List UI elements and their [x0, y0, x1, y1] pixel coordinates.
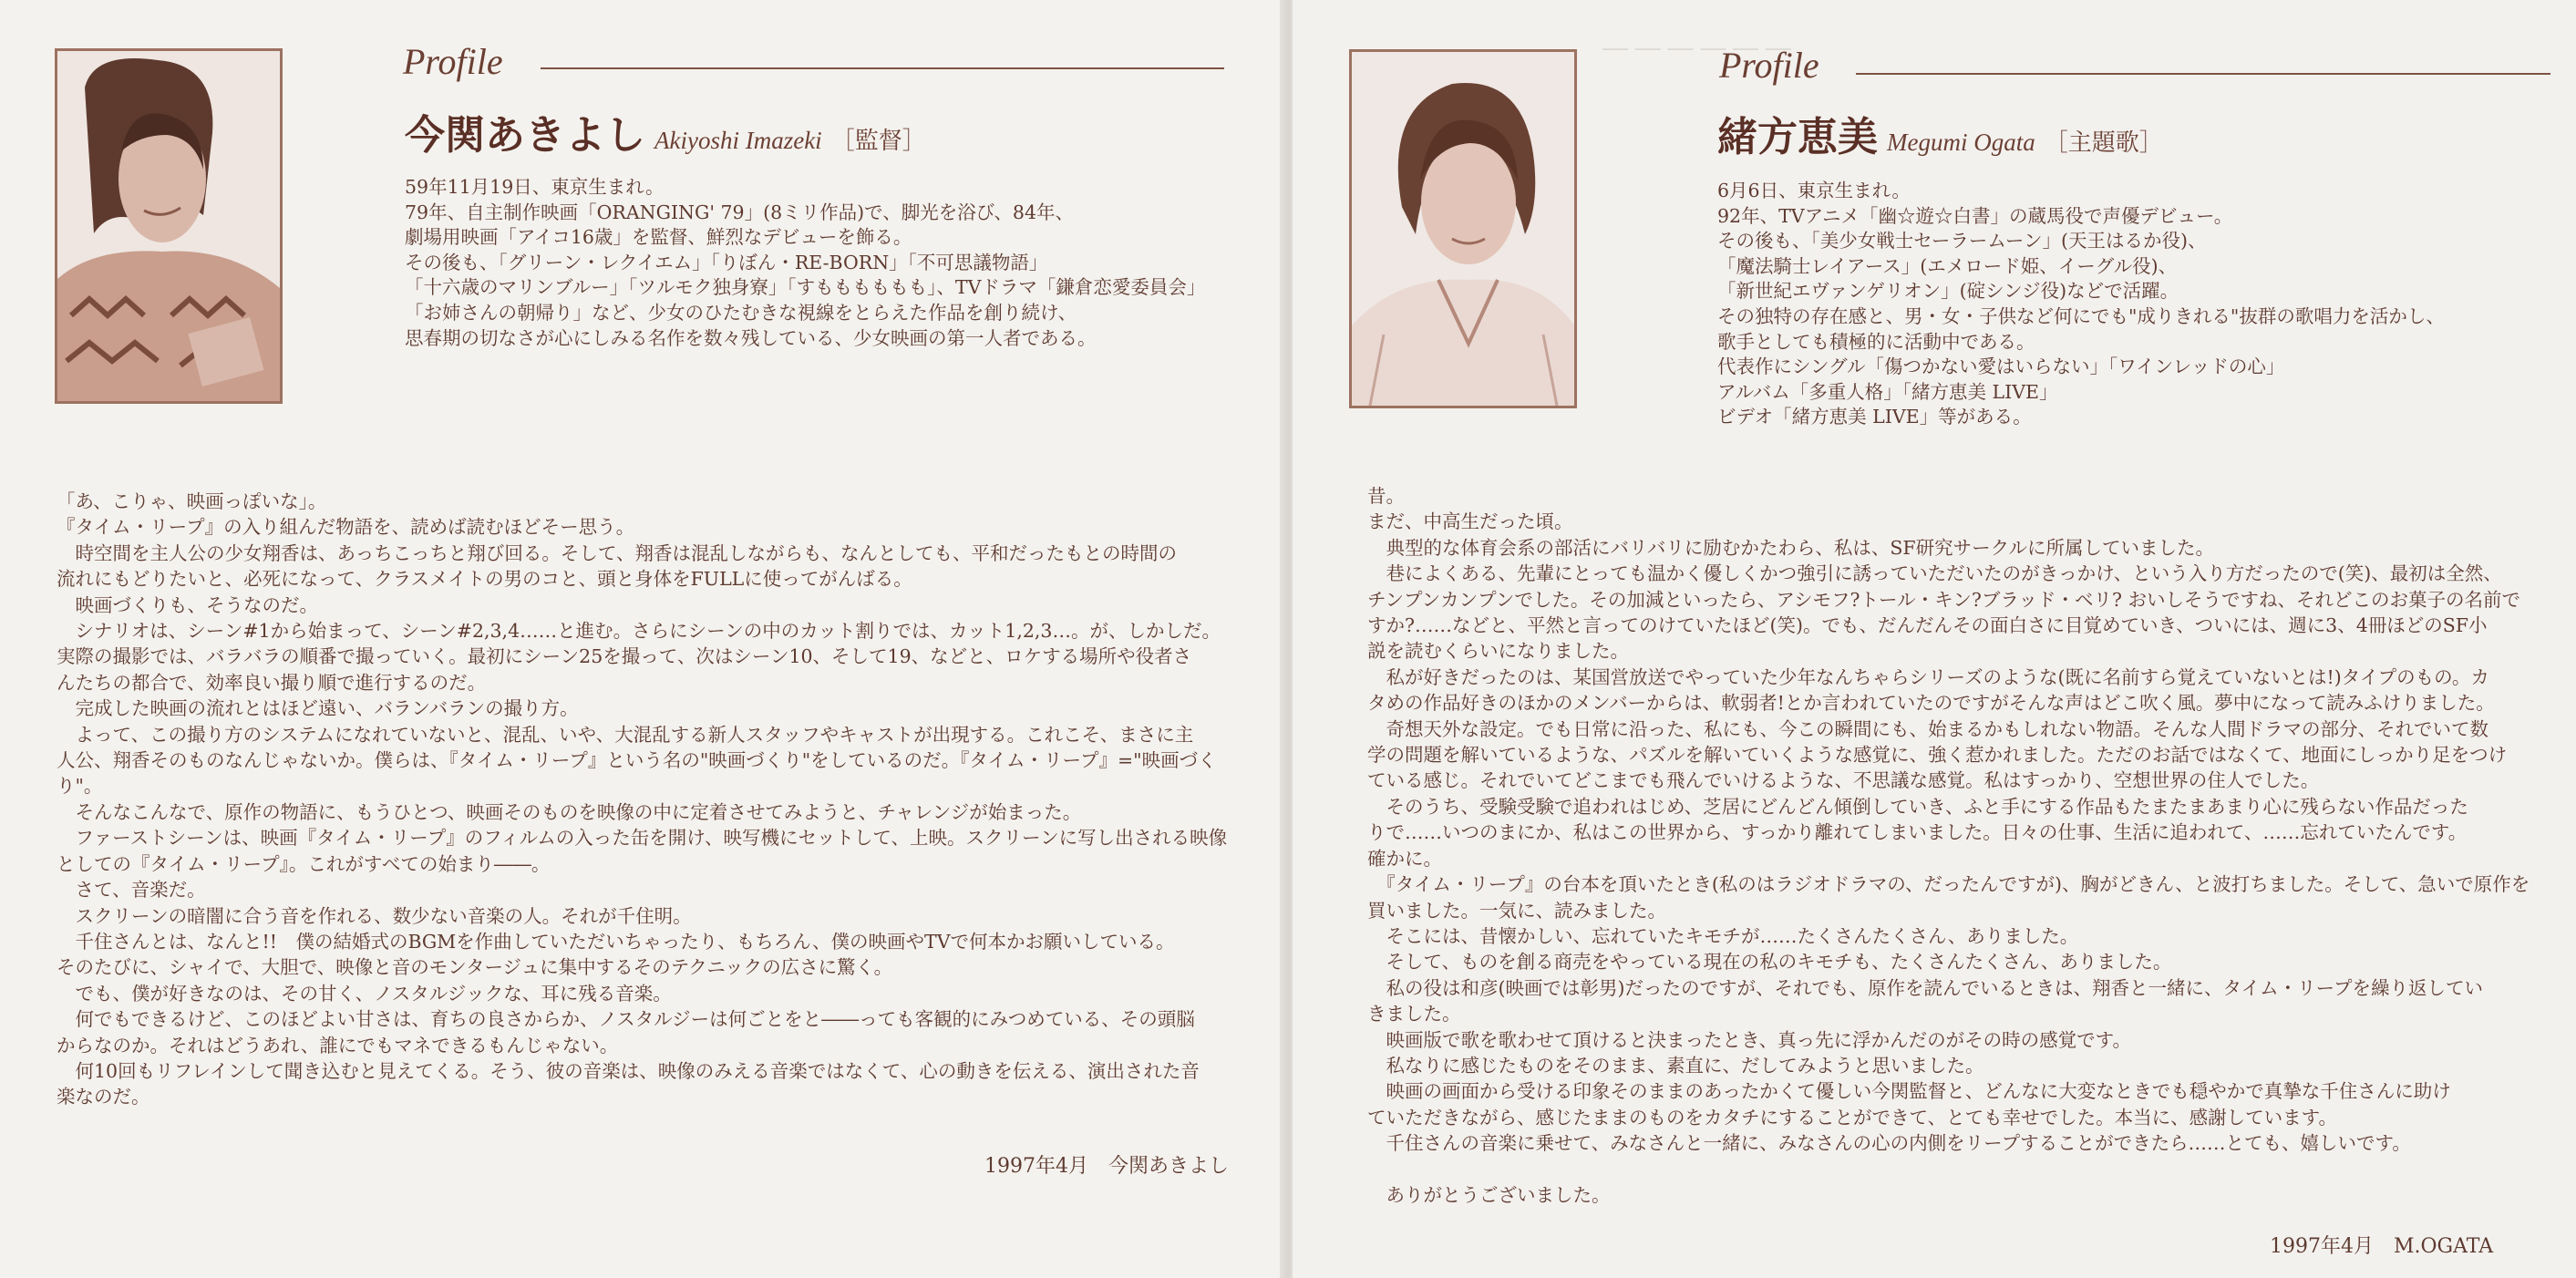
right-page	[1293, 0, 2576, 1278]
essay-line: 「あ、こりゃ、映画っぽいな」。	[57, 490, 327, 512]
essay-line: 典型的な体育会系の部活にバリバリに励むかたわら、私は、SF研究サークルに所属していました。	[1367, 536, 2215, 559]
essay-line: 実際の撮影では、バラバラの順番で撮っていく。最初にシーン25を撮って、次はシーン10、そして19、などと、ロケする場所や役者さ	[57, 645, 1192, 668]
essay-line: チンプンカンプンでした。その加減といったら、アシモフ?トール・キン?ブラッド・ベリ? おいしそうですね、それどこのお菓子の名前で	[1367, 588, 2520, 611]
profile-label: Profile	[1719, 45, 1819, 86]
essay-line: ている感じ。それでいてどこまでも飛んでいけるような、不思議な感覚。私はすっかり、空想世界の住人でした。	[1367, 769, 2320, 792]
essay-line: 何でもできるけど、このほどよい甘さは、育ちの良さからか、ノスタルジーは何ごとをと――っても客観的にみつめている、その頭脳	[57, 1008, 1195, 1031]
essay-line: 映画版で歌を歌わせて頂けると決まったとき、真っ先に浮かんだのがその時の感覚です。	[1367, 1028, 2132, 1051]
bio-line: 「新世紀エヴァンゲリオン」(碇シンジ役)などで活躍。	[1717, 280, 2179, 303]
essay-line: 千住さんの音楽に乗せて、みなさんと一緒に、みなさんの心の内側をリープすることができたら……とても、嬉しいです。	[1367, 1132, 2411, 1155]
biography	[1717, 179, 2445, 430]
bio-line: 劇場用映画「アイコ16歳」を監督、鮮烈なデビューを飾る。	[405, 226, 912, 249]
essay-line: りで……いつのまにか、私はこの世界から、すっかり離れてしまいました。日々の仕事、生活に追われて、……忘れていたんです。	[1367, 821, 2468, 844]
essay-line: 完成した映画の流れとはほど遠い、バランバランの撮り方。	[57, 697, 579, 720]
essay-line: からなのか。それはどうあれ、誰にでもマネできるもんじゃない。	[57, 1034, 619, 1056]
bio-line: 歌手としても積極的に活動中である。	[1717, 330, 2035, 353]
bio-line: 「お姉さんの朝帰り」など、少女のひたむきな視線をとらえた作品を創り続け、	[405, 301, 1077, 324]
portrait-illustration	[57, 51, 280, 401]
essay-line: ありがとうございました。	[1367, 1183, 1611, 1206]
essay-line: 映画づくりも、そうなのだ。	[57, 593, 318, 616]
essay-line: 巷によくある、先輩にとっても温かく優しくかつ強引に誘っていただいたのがきっかけ、という入り方だったので(笑)、最初は全然、	[1367, 562, 2502, 585]
person-role: ［主題歌］	[2044, 129, 2163, 157]
essay-line: 買いました。一気に、読みました。	[1367, 899, 1666, 922]
essay-line: タめの作品好きのほかのメンバーからは、軟弱者!とか言われていたのですがそんな声はどこ吹く風。夢中になって読みふけりました。	[1367, 692, 2495, 715]
essay-line: り"。	[57, 775, 103, 798]
bio-line: 92年、TVアニメ「幽☆遊☆白書」の蔵馬役で声優デビュー。	[1717, 204, 2233, 227]
essay-line: 映画の画面から受ける印象そのままのあったかくて優しい今関監督と、どんなに大変なときでも穏やかで真摯な千住さんに助け	[1367, 1080, 2451, 1103]
bio-line: アルバム「多重人格」「緒方恵美 LIVE」	[1717, 380, 2058, 403]
essay-line: 何10回もリフレインして聞き込むと見えてくる。そう、彼の音楽は、映像のみえる音楽ではなくて、心の動きを伝える、演出された音	[57, 1059, 1200, 1082]
essay-line: さて、音楽だ。	[57, 879, 206, 902]
essay-line: 私が好きだったのは、某国営放送でやっていた少年なんちゃらシリーズのような(既に名前すら覚えていないとは!)タイプのもの。カ	[1367, 665, 2489, 688]
bio-line: 思春期の切なさが心にしみる名作を数々残している、少女映画の第一人者である。	[405, 326, 1097, 349]
bio-line: 59年11月19日、東京生まれ。	[405, 176, 665, 198]
biography	[405, 175, 1205, 351]
essay-line: でも、僕が好きなのは、その甘く、ノスタルジックな、耳に残る音楽。	[57, 982, 672, 1005]
essay-line: ていただきながら、感じたままのものをカタチにすることができて、とても幸せでした。本当に、感謝しています。	[1367, 1106, 2337, 1129]
essay-text	[57, 489, 1227, 1110]
show-through-text: — — — — — —	[1602, 33, 1791, 61]
essay-line: 私なりに感じたものをそのまま、素直に、だしてみようと思いました。	[1367, 1054, 1984, 1077]
bio-line: 6月6日、東京生まれ。	[1717, 180, 1911, 201]
bio-line: 「魔法騎士レイアース」(エメロード姫、イーグル役)、	[1717, 254, 2178, 277]
essay-line: 学の問題を解いているような、パズルを解いていくような感覚に、強く惹かれました。ただのお話ではなくて、地面にしっかり足をつけ	[1367, 744, 2508, 767]
essay-text	[1367, 483, 2530, 1208]
essay-line	[1367, 1157, 2530, 1182]
essay-line: 奇想天外な設定。でも日常に沿った、私にも、今この瞬間にも、始まるかもしれない物語。そんな人間ドラマの部分、それでいて数	[1367, 717, 2488, 740]
essay-line: シナリオは、シーン#1から始まって、シーン#2,3,4……と進む。さらにシーンの中のカット割りでは、カット1,2,3…。が、しかしだ。	[57, 620, 1221, 643]
essay-line: 昔。	[1367, 485, 1405, 507]
bio-line: その後も、「グリーン・レクイエム」「りぼん・RE-BORN」「不可思議物語」	[405, 251, 1048, 273]
name-english: Akiyoshi Imazeki	[654, 127, 822, 154]
bio-line: その独特の存在感と、男・女・子供など何にでも"成りきれる"抜群の歌唱力を活かし、	[1717, 304, 2445, 327]
essay-line: 時空間を主人公の少女翔香は、あっちこっちと翔び回る。そして、翔香は混乱しながらも、なんとしても、平和だったもとの時間の	[57, 541, 1177, 564]
essay-line: 千住さんとは、なんと!! 僕の結婚式のBGMを作曲していただいちゃったり、もちろん、僕の映画やTVで何本かお願いしている。	[57, 930, 1175, 953]
essay-signature: 1997年4月 今関あきよし	[984, 1155, 1229, 1178]
profile-rule	[1856, 73, 2550, 75]
essay-line: すか?……などと、平然と言ってのけていたほど(笑)。でも、だんだんその面白さに目覚めていき、ついには、週に3、4冊ほどのSF小	[1367, 614, 2488, 637]
essay-line: 人公、翔香そのものなんじゃないか。僕らは、『タイム・リープ』という名の"映画づくり"をしているのだ。『タイム・リープ』="映画づく	[57, 749, 1217, 772]
name-english: Megumi Ogata	[1887, 129, 2035, 156]
essay-line: そんなこんなで、原作の物語に、もうひとつ、映画そのものを映像の中に定着させてみようと、チャレンジが始まった。	[57, 800, 1082, 823]
bio-line: 79年、自主制作映画「ORANGING' 79」(8ミリ作品)で、脚光を浴び、84年、	[405, 201, 1074, 223]
person-name	[405, 102, 926, 160]
ogata-portrait	[1349, 49, 1577, 408]
essay-line: ファーストシーンは、映画『タイム・リープ』のフィルムの入った缶を開け、映写機にセットして、上映。スクリーンに写し出される映像	[57, 827, 1228, 850]
essay-line: そのうち、受験受験で追われはじめ、芝居にどんどん傾倒していき、ふと手にする作品もたまたまあまり心に残らない作品だった	[1367, 795, 2468, 818]
essay-line: そのたびに、シャイで、大胆で、映像と音のモンタージュに集中するそのテクニックの広さに驚く。	[57, 956, 893, 979]
essay-line: よって、この撮り方のシステムになれていないと、混乱、いや、大混乱する新人スタッフやキャストが出現する。これこそ、まさに主	[57, 723, 1194, 746]
essay-line: まだ、中高生だった頃。	[1367, 510, 1573, 533]
portrait-illustration	[1352, 52, 1574, 406]
profile-heading	[1719, 44, 1819, 87]
essay-signature: 1997年4月 M.OGATA	[2270, 1235, 2494, 1258]
profile-heading	[403, 40, 503, 83]
essay-line: きました。	[1367, 1003, 1461, 1025]
person-name	[1717, 104, 2163, 162]
essay-line: 『タイム・リープ』の台本を頂いたとき(私のはラジオドラマの、だったんですが)、胸がどきん、と波打ちました。そして、急いで原作を	[1367, 873, 2530, 896]
essay-line: スクリーンの暗闇に合う音を作れる、数少ない音楽の人。それが千住明。	[57, 904, 692, 927]
person-role: ［監督］	[830, 128, 926, 155]
essay-line: 確かに。	[1367, 847, 1442, 870]
essay-line: そして、ものを創る商売をやっている現在の私のキモチも、たくさんたくさん、ありました。	[1367, 951, 2172, 974]
essay-line: としての『タイム・リープ』。これがすべての始まり――。	[57, 852, 551, 875]
name-japanese: 緒方恵美	[1717, 114, 1878, 160]
bio-line: 代表作にシングル「傷つかない愛はいらない」「ワインレッドの心」	[1717, 356, 2285, 378]
essay-line: 楽なのだ。	[57, 1086, 150, 1108]
essay-line: 『タイム・リープ』の入り組んだ物語を、読めば読むほどそー思う。	[57, 516, 635, 539]
bio-line: 「十六歳のマリンブルー」「ツルモク独身寮」「すもももももも」、TVドラマ「鎌倉恋愛委員会」	[405, 276, 1206, 299]
left-page	[0, 0, 1283, 1278]
essay-line: 私の役は和彦(映画では彰男)だったのですが、それでも、原作を読んでいるときは、翔香と一緒に、タイム・リープを繰り返してい	[1367, 976, 2484, 999]
essay-line: 説を読むくらいになりました。	[1367, 640, 1629, 663]
bio-line: ビデオ「緒方恵美 LIVE」等がある。	[1717, 406, 2032, 428]
essay-line: 流れにもどりたいと、必死になって、クラスメイトの男のコと、頭と身体をFULLに使ってがんばる。	[57, 568, 912, 591]
bio-line: その後も、「美少女戦士セーラームーン」(天王はるか役)、	[1717, 230, 2207, 253]
essay-line: そこには、昔懐かしい、忘れていたキモチが……たくさんたくさん、ありました。	[1367, 924, 2079, 947]
imazeki-portrait	[55, 48, 283, 404]
essay-line: んたちの都合で、効率良い撮り順で進行するのだ。	[57, 671, 487, 694]
name-japanese: 今関あきよし	[405, 112, 645, 159]
profile-rule	[541, 67, 1224, 69]
profile-label: Profile	[403, 41, 503, 82]
